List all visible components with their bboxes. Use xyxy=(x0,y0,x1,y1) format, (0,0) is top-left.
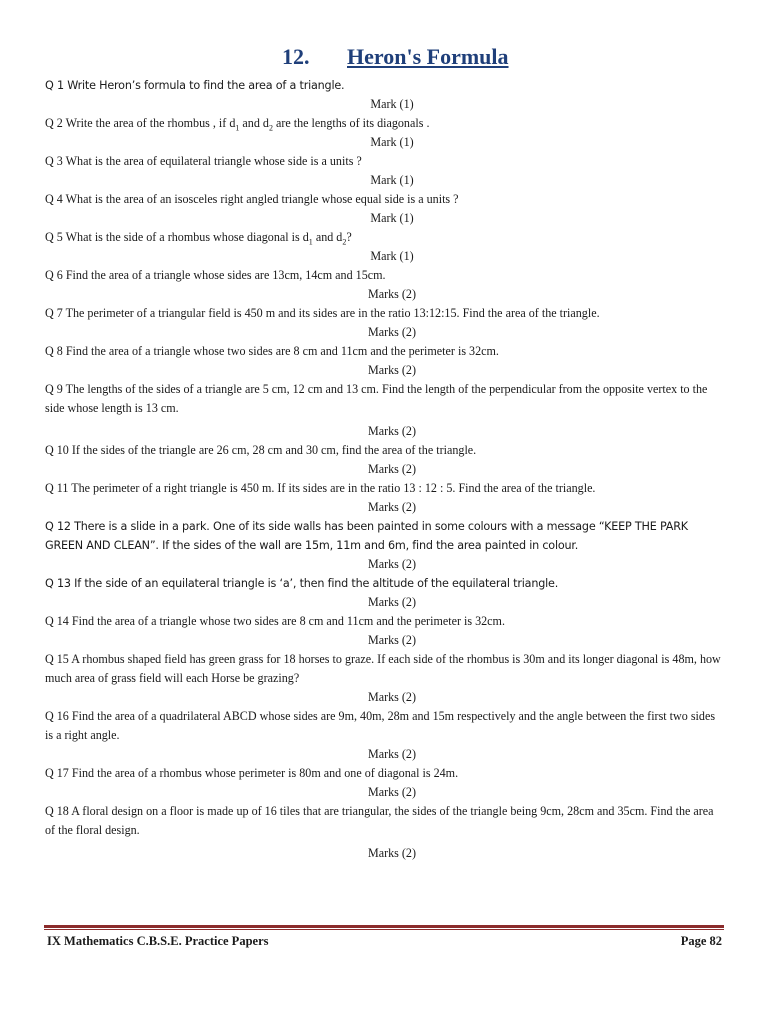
question-18-mark: Marks (2) xyxy=(367,846,417,860)
question-4-mark: Mark (1) xyxy=(370,211,414,225)
footer-page-number: Page 82 xyxy=(680,934,722,948)
question-11-mark: Marks (2) xyxy=(367,500,417,514)
footer-rule-thin xyxy=(44,929,724,930)
question-8-mark: Marks (2) xyxy=(367,363,417,377)
footer-rule xyxy=(44,925,724,928)
question-6: Q 6 Find the area of a triangle whose sides are 13cm, 14cm and 15cm. xyxy=(45,268,386,282)
question-17-mark: Marks (2) xyxy=(367,785,417,799)
page-title xyxy=(0,44,768,74)
question-13-mark: Marks (2) xyxy=(367,595,417,609)
question-16: Q 16 Find the area of a quadrilateral ABCD whose sides are 9m, 40m, 28m and 15m respectively and the angle between the first two sides is a right angle. xyxy=(45,709,716,742)
chapter-title: Heron's Formula xyxy=(347,44,509,69)
question-13: Q 13 If the side of an equilateral triangle is ‘a’, then find the altitude of the equilateral triangle. xyxy=(45,577,559,590)
question-7: Q 7 The perimeter of a triangular field is 450 m and its sides are in the ratio 13:12:15. Find the area of the triangle. xyxy=(45,306,600,320)
question-list xyxy=(45,76,725,863)
question-11: Q 11 The perimeter of a right triangle is 450 m. If its sides are in the ratio 13 : 12 : 5. Find the area of the triangle. xyxy=(45,481,596,495)
question-15: Q 15 A rhombus shaped field has green grass for 18 horses to graze. If each side of the rhombus is 30m and its longer diagonal is 48m, how much area of grass field will each Horse be grazing? xyxy=(45,652,721,685)
question-5-mark: Mark (1) xyxy=(370,249,414,263)
question-14-mark: Marks (2) xyxy=(367,633,417,647)
question-12: Q 12 There is a slide in a park. One of its side walls has been painted in some colours with a message “KEEP THE PARK GREEN AND CLEAN”. If the sides of the wall are 15m, 11m and 6m, find the area painted in colour. xyxy=(45,520,688,552)
question-8: Q 8 Find the area of a triangle whose two sides are 8 cm and 11cm and the perimeter is 32cm. xyxy=(45,344,499,358)
question-15-mark: Marks (2) xyxy=(367,690,417,704)
question-16-mark: Marks (2) xyxy=(367,747,417,761)
question-9-mark: Marks (2) xyxy=(367,424,417,438)
question-10: Q 10 If the sides of the triangle are 26 cm, 28 cm and 30 cm, find the area of the triangle. xyxy=(45,443,477,457)
question-3: Q 3 What is the area of equilateral triangle whose side is a units ? xyxy=(45,154,362,168)
question-6-mark: Marks (2) xyxy=(367,287,417,301)
question-10-mark: Marks (2) xyxy=(367,462,417,476)
question-9: Q 9 The lengths of the sides of a triangle are 5 cm, 12 cm and 13 cm. Find the length of the perpendicular from the opposite vertex to the side whose length is 13 cm. xyxy=(45,382,708,415)
question-3-mark: Mark (1) xyxy=(370,173,414,187)
question-1-mark: Mark (1) xyxy=(370,97,414,111)
question-7-mark: Marks (2) xyxy=(367,325,417,339)
question-14: Q 14 Find the area of a triangle whose two sides are 8 cm and 11cm and the perimeter is 32cm. xyxy=(45,614,505,628)
question-2: Q 2 Write the area of the rhombus , if $d_1$ and $d_2$ are the lengths of its diagonals . xyxy=(45,116,430,133)
question-2-mark: Mark (1) xyxy=(370,135,414,149)
footer-book-title: IX Mathematics C.B.S.E. Practice Papers xyxy=(47,934,269,948)
question-12-mark: Marks (2) xyxy=(367,557,417,571)
question-1: Q 1 Write Heron’s formula to find the area of a triangle. xyxy=(45,79,345,92)
question-5: Q 5 What is the side of a rhombus whose diagonal is $d_1$ and $d_2$? xyxy=(45,230,352,247)
chapter-number: 12. xyxy=(282,44,310,69)
question-17: Q 17 Find the area of a rhombus whose perimeter is 80m and one of diagonal is 24m. xyxy=(45,766,459,780)
question-18: Q 18 A floral design on a floor is made up of 16 tiles that are triangular, the sides of the triangle being 9cm, 28cm and 35cm. Find the area of the floral design. xyxy=(45,804,714,837)
question-4: Q 4 What is the area of an isosceles right angled triangle whose equal side is a units ? xyxy=(45,192,459,206)
